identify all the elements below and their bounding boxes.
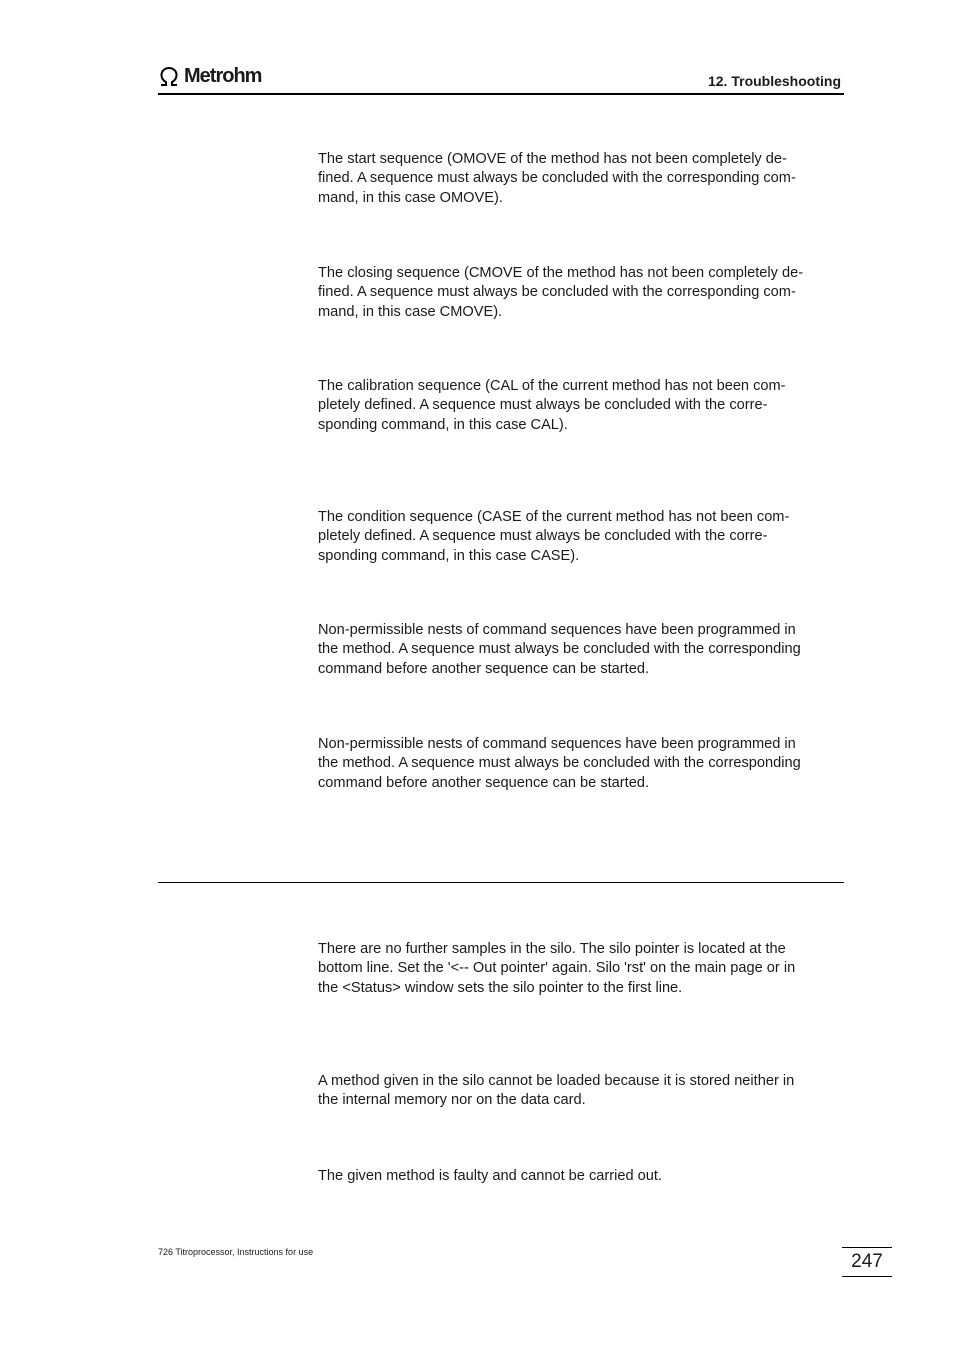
text-line: the method. A sequence must always be concluded with the corresponding — [318, 641, 801, 658]
paragraph-nests-2 — [318, 735, 844, 793]
text-line: the <Status> window sets the silo pointer to the first line. — [318, 979, 683, 996]
document-title: 726 Titroprocessor, Instructions for use — [158, 1247, 314, 1257]
paragraph-omove — [318, 150, 844, 208]
text-line: the method. A sequence must always be concluded with the corresponding — [318, 755, 801, 772]
paragraph-silo-empty — [318, 940, 844, 998]
text-line: The calibration sequence (CAL of the current method has not been com- — [318, 378, 786, 394]
omega-logo-icon — [158, 66, 180, 86]
metrohm-logo — [158, 66, 261, 86]
text-line: Non-permissible nests of command sequences have been programmed in — [318, 736, 796, 752]
text-line: The start sequence (OMOVE of the method has not been completely de- — [318, 151, 787, 167]
text-line: sponding command, in this case CAL). — [318, 416, 568, 433]
paragraph-case — [318, 508, 844, 566]
text-line: sponding command, in this case CASE). — [318, 547, 580, 564]
text-line: bottom line. Set the '<-- Out pointer' again. Silo 'rst' on the main page or in — [318, 960, 796, 977]
header-rule — [158, 93, 844, 95]
text-line: fined. A sequence must always be concluded with the corresponding com- — [318, 170, 796, 187]
paragraph-method-not-found — [318, 1072, 844, 1111]
text-line: The closing sequence (CMOVE of the method has not been completely de- — [318, 265, 804, 281]
text-line: fined. A sequence must always be concluded with the corresponding com- — [318, 284, 796, 301]
text-line: mand, in this case CMOVE). — [318, 303, 503, 320]
text-line: pletely defined. A sequence must always be concluded with the corre- — [318, 397, 768, 414]
paragraph-cmove — [318, 264, 844, 322]
text-line: pletely defined. A sequence must always be concluded with the corre- — [318, 528, 768, 545]
text-line: the internal memory nor on the data card. — [318, 1092, 586, 1109]
chapter-title: 12. Troubleshooting — [707, 73, 841, 89]
page-number: 247 — [842, 1247, 892, 1277]
text-line: The condition sequence (CASE of the current method has not been com- — [318, 509, 790, 525]
paragraph-method-faulty — [318, 1167, 844, 1186]
text-line: There are no further samples in the silo. The silo pointer is located at the — [318, 941, 786, 957]
text-line: The given method is faulty and cannot be carried out. — [318, 1168, 662, 1184]
paragraph-cal — [318, 377, 844, 435]
text-line: mand, in this case OMOVE). — [318, 189, 503, 206]
text-line: A method given in the silo cannot be loaded because it is stored neither in — [318, 1073, 795, 1089]
paragraph-nests-1 — [318, 621, 844, 679]
brand-name: Metrohm — [184, 65, 262, 87]
section-rule — [158, 882, 844, 883]
text-line: Non-permissible nests of command sequences have been programmed in — [318, 622, 796, 638]
text-line: command before another sequence can be started. — [318, 660, 650, 677]
text-line: command before another sequence can be started. — [318, 774, 650, 791]
